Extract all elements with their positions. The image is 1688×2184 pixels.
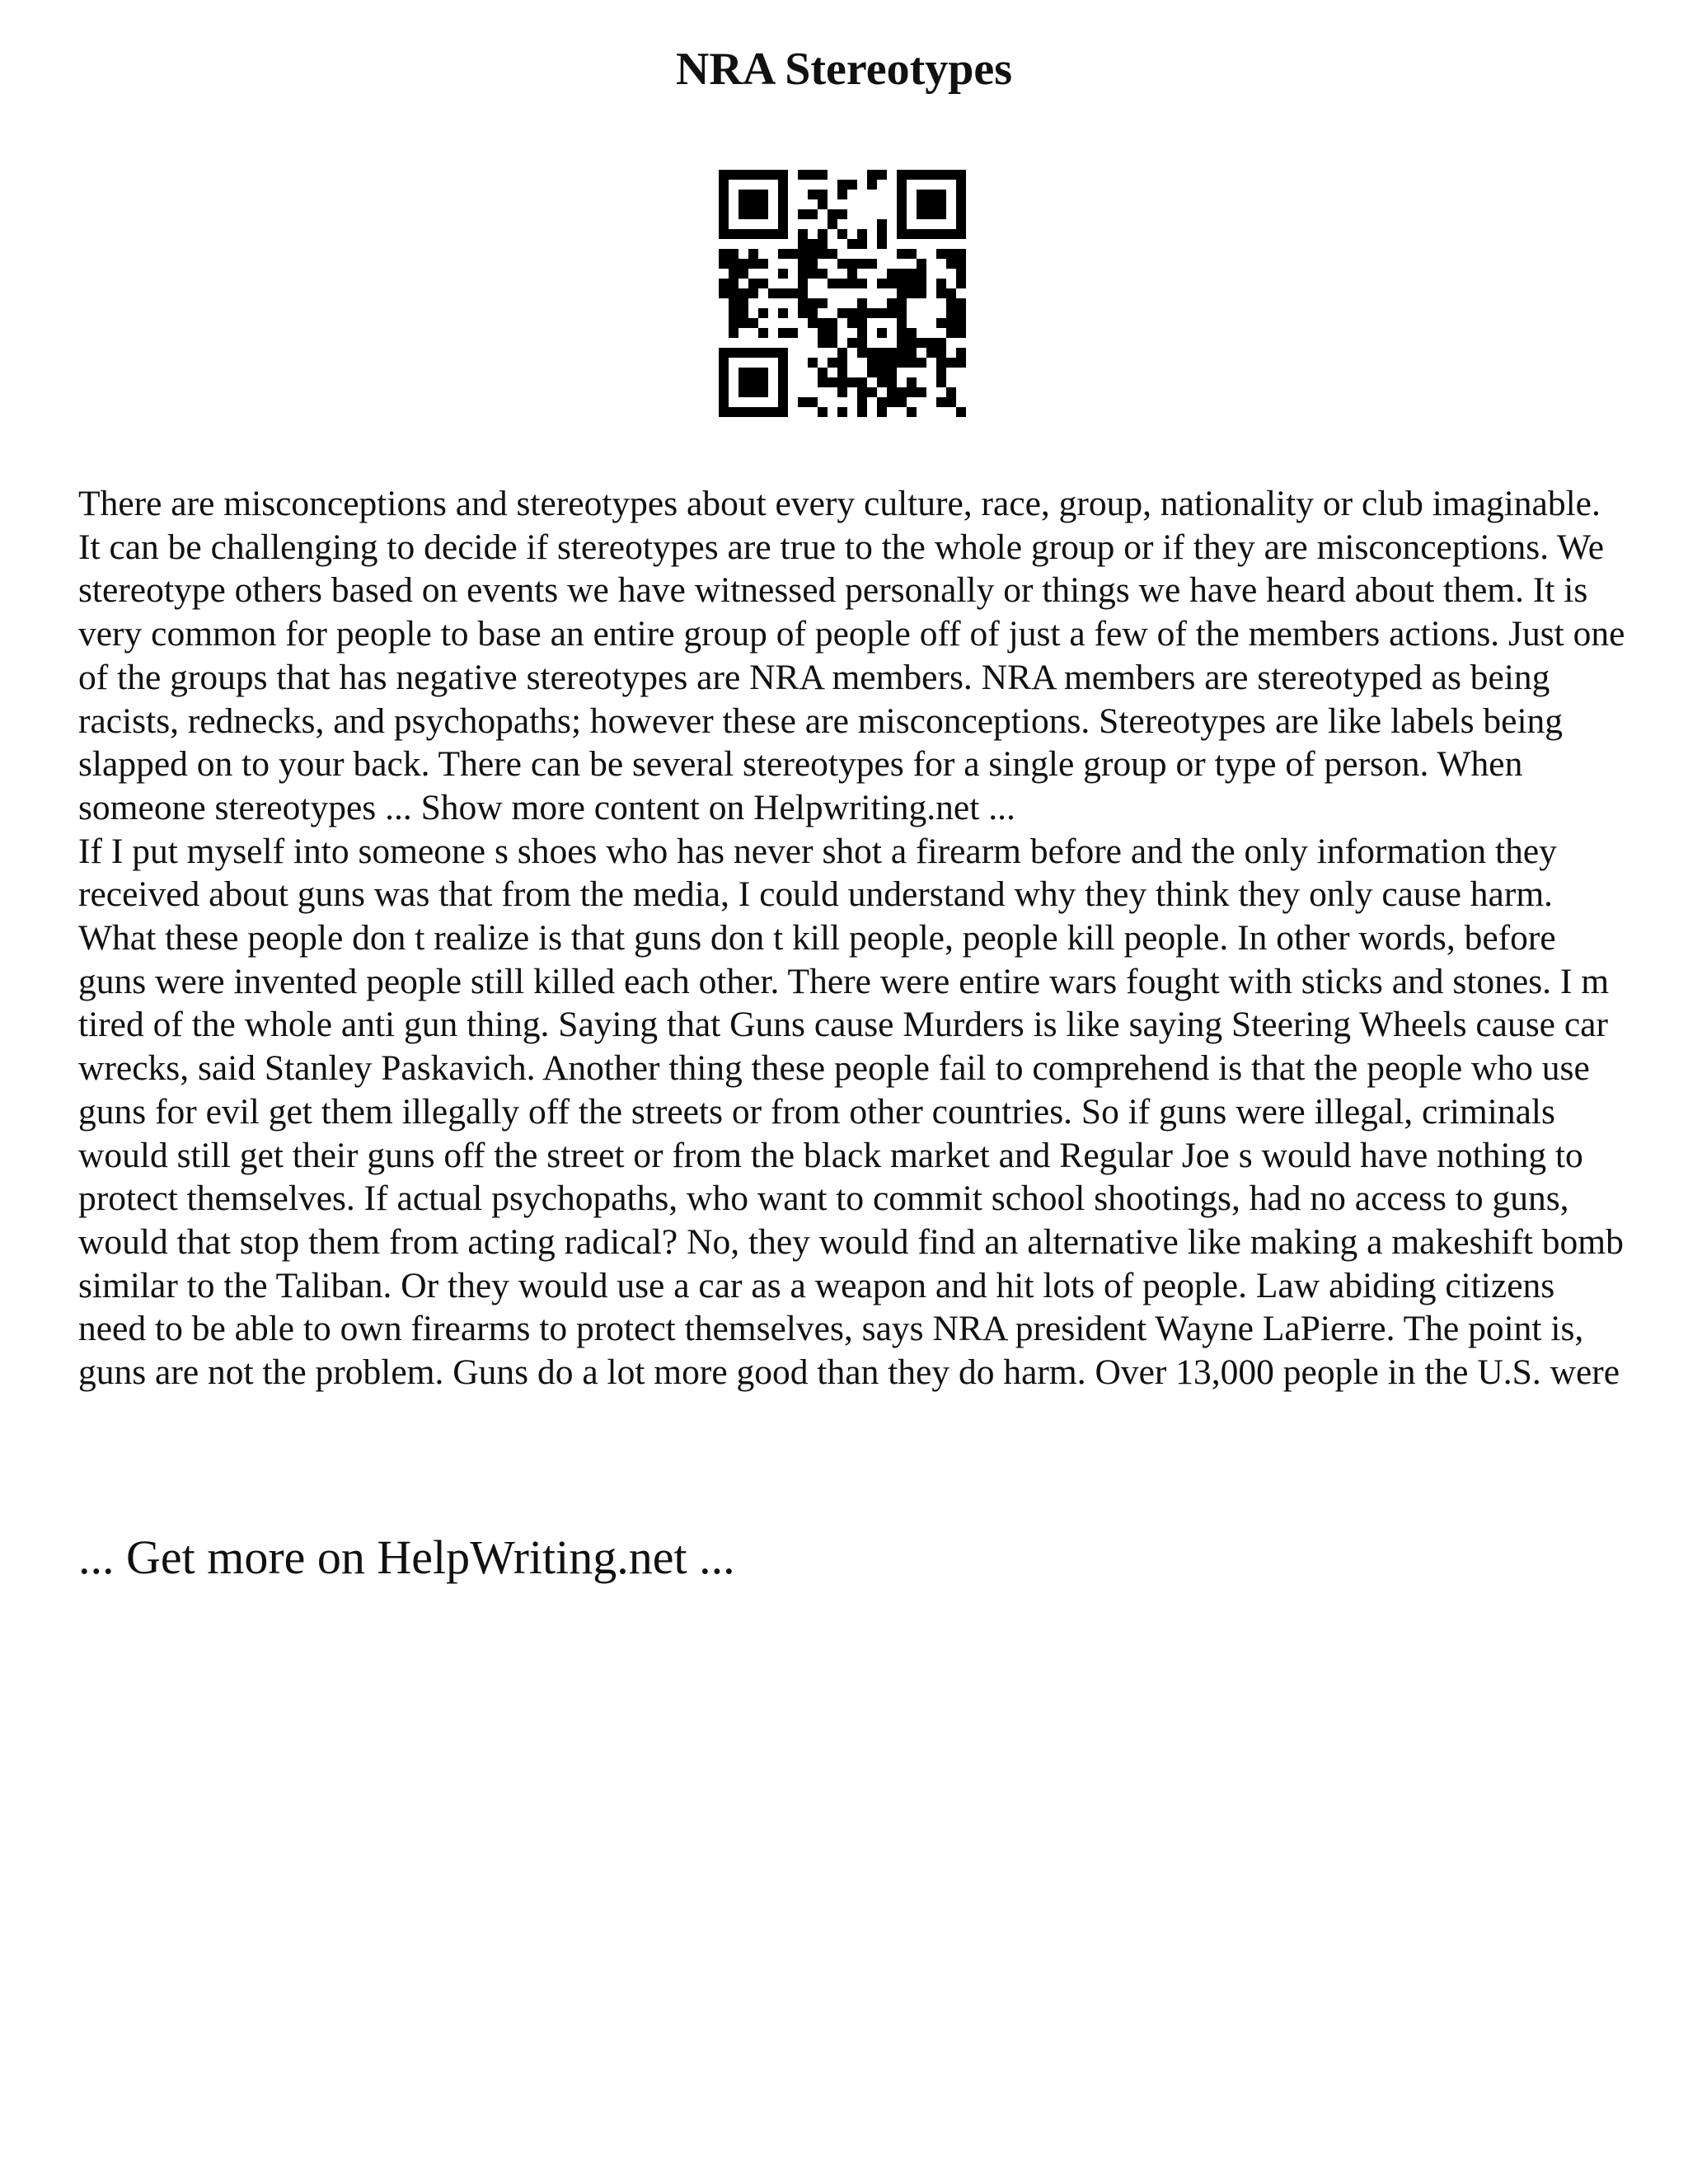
- paragraph-2: If I put myself into someone s shoes who has never shot a firearm before and the only information they received about guns was that from the media, I could understand why they think they only cause harm. What these people don t realize is that guns don t kill people, people kill people. In other words, before guns were invented people still killed each other. There were entire wars fought with sticks and stones. I m tired of the whole anti gun thing. Saying that Guns cause Murders is like saying Steering Wheels cause car wrecks, said Stanley Paskavich. Another thing these people fail to comprehend is that the people who use guns for evil get them illegally off the streets or from other countries. So if guns were illegal, criminals would still get their guns off the street or from the black market and Regular Joe s would have nothing to protect themselves. If actual psychopaths, who want to commit school shootings, had no access to guns, would that stop them from acting radical? No, they would find an alternative like making a makeshift bomb similar to the Taliban. Or they would use a car as a weapon and hit lots of people. Law abiding citizens need to be able to own firearms to protect themselves, says NRA president Wayne LaPierre. The point is, guns are not the problem. Guns do a lot more good than they do harm. Over 13,000 people in the U.S. were: [78, 831, 1624, 1393]
- article-body: [78, 482, 1628, 1394]
- qr-code-icon: [719, 170, 966, 417]
- page-title: NRA Stereotypes: [675, 44, 1013, 95]
- get-more-link[interactable]: ... Get more on HelpWriting.net ...: [78, 1530, 735, 1584]
- paragraph-1: There are misconceptions and stereotypes about every culture, race, group, nationality or club imaginable. It can be challenging to decide if stereotypes are true to the whole group or if they are misconceptions. We stereotype others based on events we have witnessed personally or things we have heard about them. It is very common for people to base an entire group of people off of just a few of the members actions. Just one of the groups that has negative stereotypes are NRA members. NRA members are stereotyped as being racists, rednecks, and psychopaths; however these are misconceptions. Stereotypes are like labels being slapped on to your back. There can be several stereotypes for a single group or type of person. When someone stereotypes ... Show more content on Helpwriting.net ...: [78, 484, 1625, 827]
